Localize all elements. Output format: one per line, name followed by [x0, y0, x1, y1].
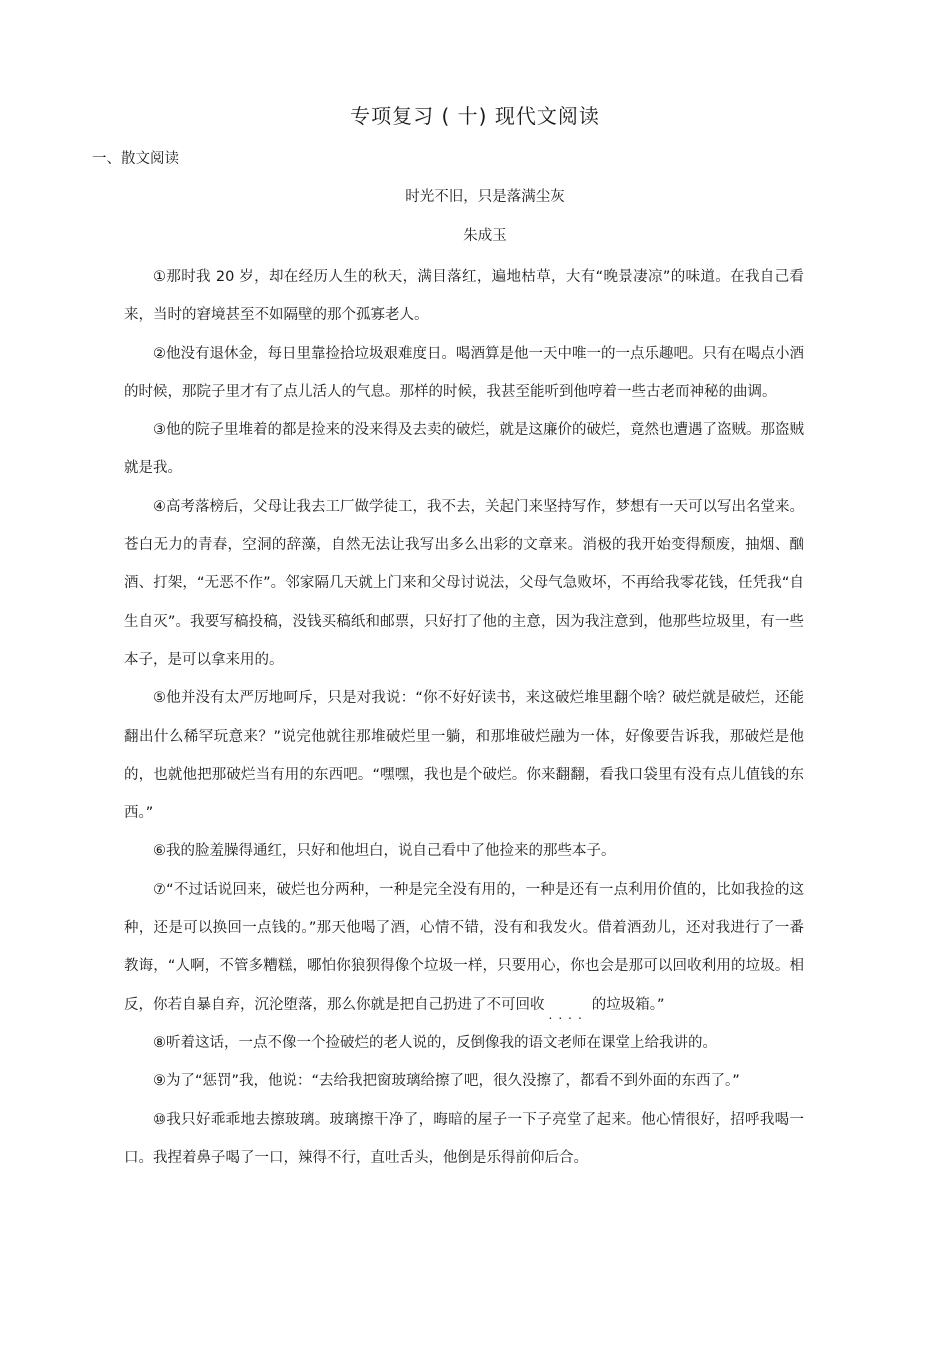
paragraph-1: ①那时我 20 岁，却在经历人生的秋天，满目落红，遍地枯草，大有“晚景凄凉”的味道。在我自己看来，当时的窘境甚至不如隔壁的那个孤寡老人。 — [124, 269, 804, 324]
paragraph-9: ⑨为了“惩罚”我，他说：“去给我把窗玻璃给擦了吧，很久没擦了，都看不到外面的东西了。” — [153, 1073, 740, 1090]
paragraph-7-text: ⑦“不过话说回来，破烂也分两种，一种是完全没有用的，一种是还有一点利用价值的，比如我捡的这种，还是可以换回一点钱的。”那天他喝了酒，心情不错，没有和我发火。借着酒劲儿，还对我进行了一番教诲，“人啊，不管多糟糕，哪怕你狼狈得像个垃圾一样，只要用心，你也会是那可以回收利用的垃圾。相反，你若自暴自弃，沉沦堕落，那么你就是把自己扔进了不可回收 — [124, 881, 804, 1013]
essay-title: 时光不旧，只是落满尘灰 — [405, 189, 565, 205]
page-title: 专项复习 ( 十) 现代文阅读 — [350, 104, 600, 128]
paragraph-8: ⑧听着这话，一点不像一个捡破烂的老人说的，反倒像我的语文老师在课堂上给我讲的。 — [153, 1034, 717, 1051]
paragraph-10: ⑩我只好乖乖地去擦玻璃。玻璃擦干净了，晦暗的屋子一下子亮堂了起来。他心情很好，招呼我喝一口。我捏着鼻子喝了一口，辣得不行，直吐舌头，他倒是乐得前仰后合。 — [124, 1111, 804, 1166]
section-heading: 一、散文阅读 — [92, 151, 179, 167]
paragraph-4: ④高考落榜后，父母让我去工厂做学徒工，我不去，关起门来坚持写作，梦想有一天可以写出名堂来。苍白无力的青春，空洞的辞藻，自然无法让我写出多么出彩的文章来。消极的我开始变得颓废，抽烟、酗酒、打架，“无恶不作”。邻家隔几天就上门来和父母讨说法，父母气急败坏，不再给我零花钱，任凭我“自生自灭”。我要写稿投稿，没钱买稿纸和邮票，只好打了他的主意，因为我注意到，他那些垃圾里，有一些本子，是可以拿来用的。 — [124, 498, 804, 668]
paragraph-7 — [124, 871, 804, 1024]
essay-body — [124, 258, 804, 1177]
paragraph-6: ⑥我的脸羞臊得通红，只好和他坦白，说自己看中了他捡来的那些本子。 — [153, 843, 616, 860]
essay-author: 朱成玉 — [463, 228, 507, 244]
paragraph-3: ③他的院子里堆着的都是捡来的没来得及去卖的破烂，就是这廉价的破烂，竟然也遭遇了盗贼。那盗贼就是我。 — [124, 422, 804, 477]
paragraph-7-end: 的垃圾箱。” — [591, 996, 665, 1013]
paragraph-2: ②他没有退休金，每日里靠捡拾垃圾艰难度日。喝酒算是他一天中唯一的一点乐趣吧。只有在喝点小酒的时候，那院子里才有了点儿活人的气息。那样的时候，我甚至能听到他哼着一些古老而神秘的曲调。 — [124, 345, 804, 400]
emphasis-dots: .... — [548, 1007, 588, 1022]
paragraph-5: ⑤他并没有太严厉地呵斥，只是对我说：“你不好好读书，来这破烂堆里翻个啥？破烂就是破烂，还能翻出什么稀罕玩意来？”说完他就往那堆破烂里一躺，和那堆破烂融为一体，好像要告诉我，那破烂是他的，也就他把那破烂当有用的东西吧。“嘿嘿，我也是个破烂。你来翻翻，看我口袋里有没有点儿值钱的东西。” — [124, 690, 804, 822]
